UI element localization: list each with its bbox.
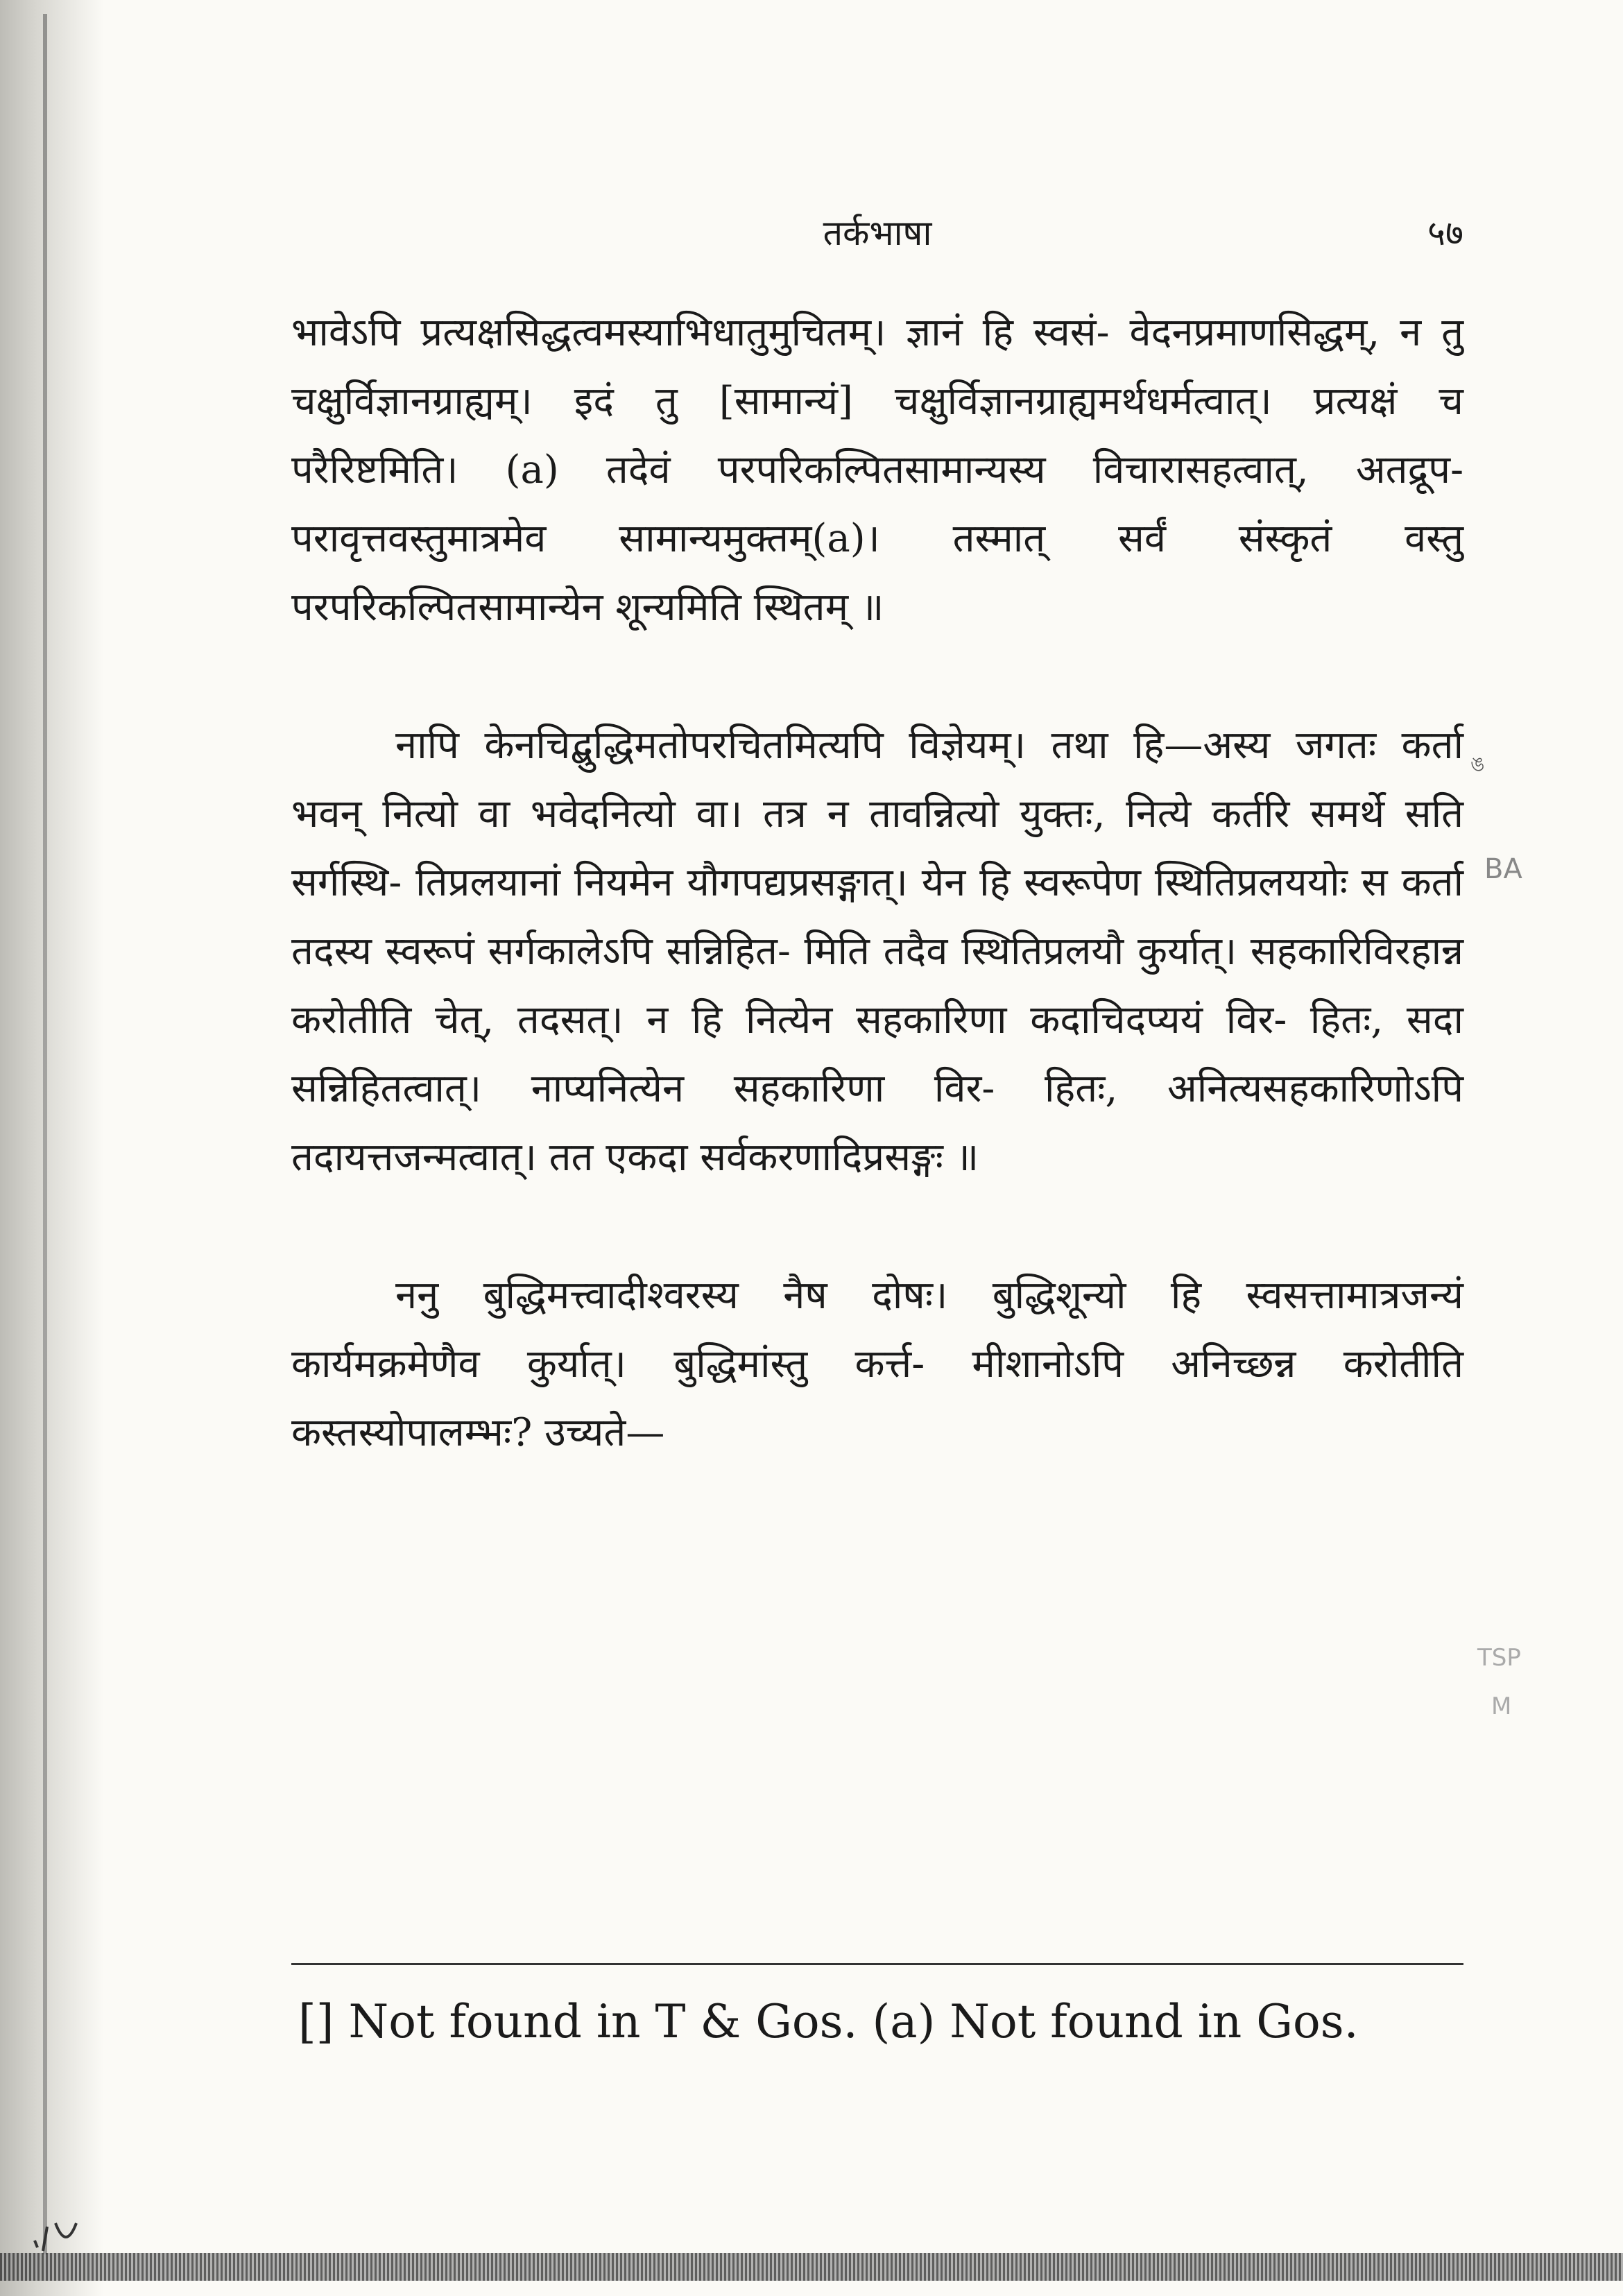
paragraph-2: नापि केनचिद्बुद्धिमतोपरचितमित्यपि विज्ञेयम्। तथा हि—अस्य जगतः कर्ता भवन् नित्यो वा भवेदनित्यो वा। तत्र न तावन्नित्यो युक्तः, नित्ये कर्तरि समर्थे सति सर्गस्थि- तिप्रलयानां नियमेन यौगपद्यप्रसङ्गात्। येन हि स्वरूपेण स्थितिप्रलययोः स कर्ता तदस्य स्वरूपं सर्गकालेऽपि सन्निहित- मिति तदैव स्थितिप्रलयौ कुर्यात्। सहकारिविरहान्न करोतीति चेत्, तदसत्। न हि नित्येन सहकारिणा कदाचिदप्ययं विर- हितः, सदा सन्निहितत्वात्। नाप्यनित्येन सहकारिणा विर- हितः, अनित्यसहकारिणोऽपि तदायत्तजन्मत्वात्। तत एकदा सर्वकरणादिप्रसङ्गः ॥: [291, 723, 1463, 1180]
margin-note-m: M: [1491, 1693, 1512, 1720]
page-header: [291, 201, 1463, 264]
stray-mark: ঙ: [1470, 753, 1485, 776]
running-title: तर्कभाषा: [823, 213, 932, 253]
handwritten-scrawl-icon: [28, 2185, 104, 2254]
page-number: ५७: [1427, 213, 1463, 253]
footnote: [] Not found in T & Gos. (a) Not found in Gos.: [298, 1995, 1359, 2048]
margin-note-ba: BA: [1484, 853, 1522, 885]
paragraph-1: भावेऽपि प्रत्यक्षसिद्धत्वमस्याभिधातुमुचितम्। ज्ञानं हि स्वसं- वेदनप्रमाणसिद्धम्, न तु चक्षुर्विज्ञानग्राह्यम्। इदं तु [सामान्यं] चक्षुर्विज्ञानग्राह्यमर्थधर्मत्वात्। प्रत्यक्षं च परैरिष्टमिति। (a) तदेवं परपरिकल्पितसामान्यस्य विचारासहत्वात्, अतद्रूप- परावृत्तवस्तुमात्रमेव सामान्यमुक्तम्(a)। तस्मात् सर्वं संस्कृतं वस्तु परपरिकल्पितसामान्येन शून्यमिति स्थितम् ॥: [291, 310, 1463, 630]
page-binding-edge: [0, 0, 104, 2296]
margin-note-tsp: TSP: [1477, 1644, 1521, 1672]
paragraph-3: ननु बुद्धिमत्त्वादीश्वरस्य नैष दोषः। बुद्धिशून्यो हि स्वसत्तामात्रजन्यं कार्यमक्रमेणैव कुर्यात्। बुद्धिमांस्तु कर्त्त- मीशानोऽपि अनिच्छन्न करोतीति कस्तस्योपालम्भः? उच्यते—: [291, 1273, 1463, 1455]
scan-bottom-strip: [0, 2253, 1623, 2281]
main-text: [291, 298, 1463, 1467]
footnote-divider: [291, 1963, 1463, 1965]
binding-shadow-line: [43, 14, 47, 2254]
